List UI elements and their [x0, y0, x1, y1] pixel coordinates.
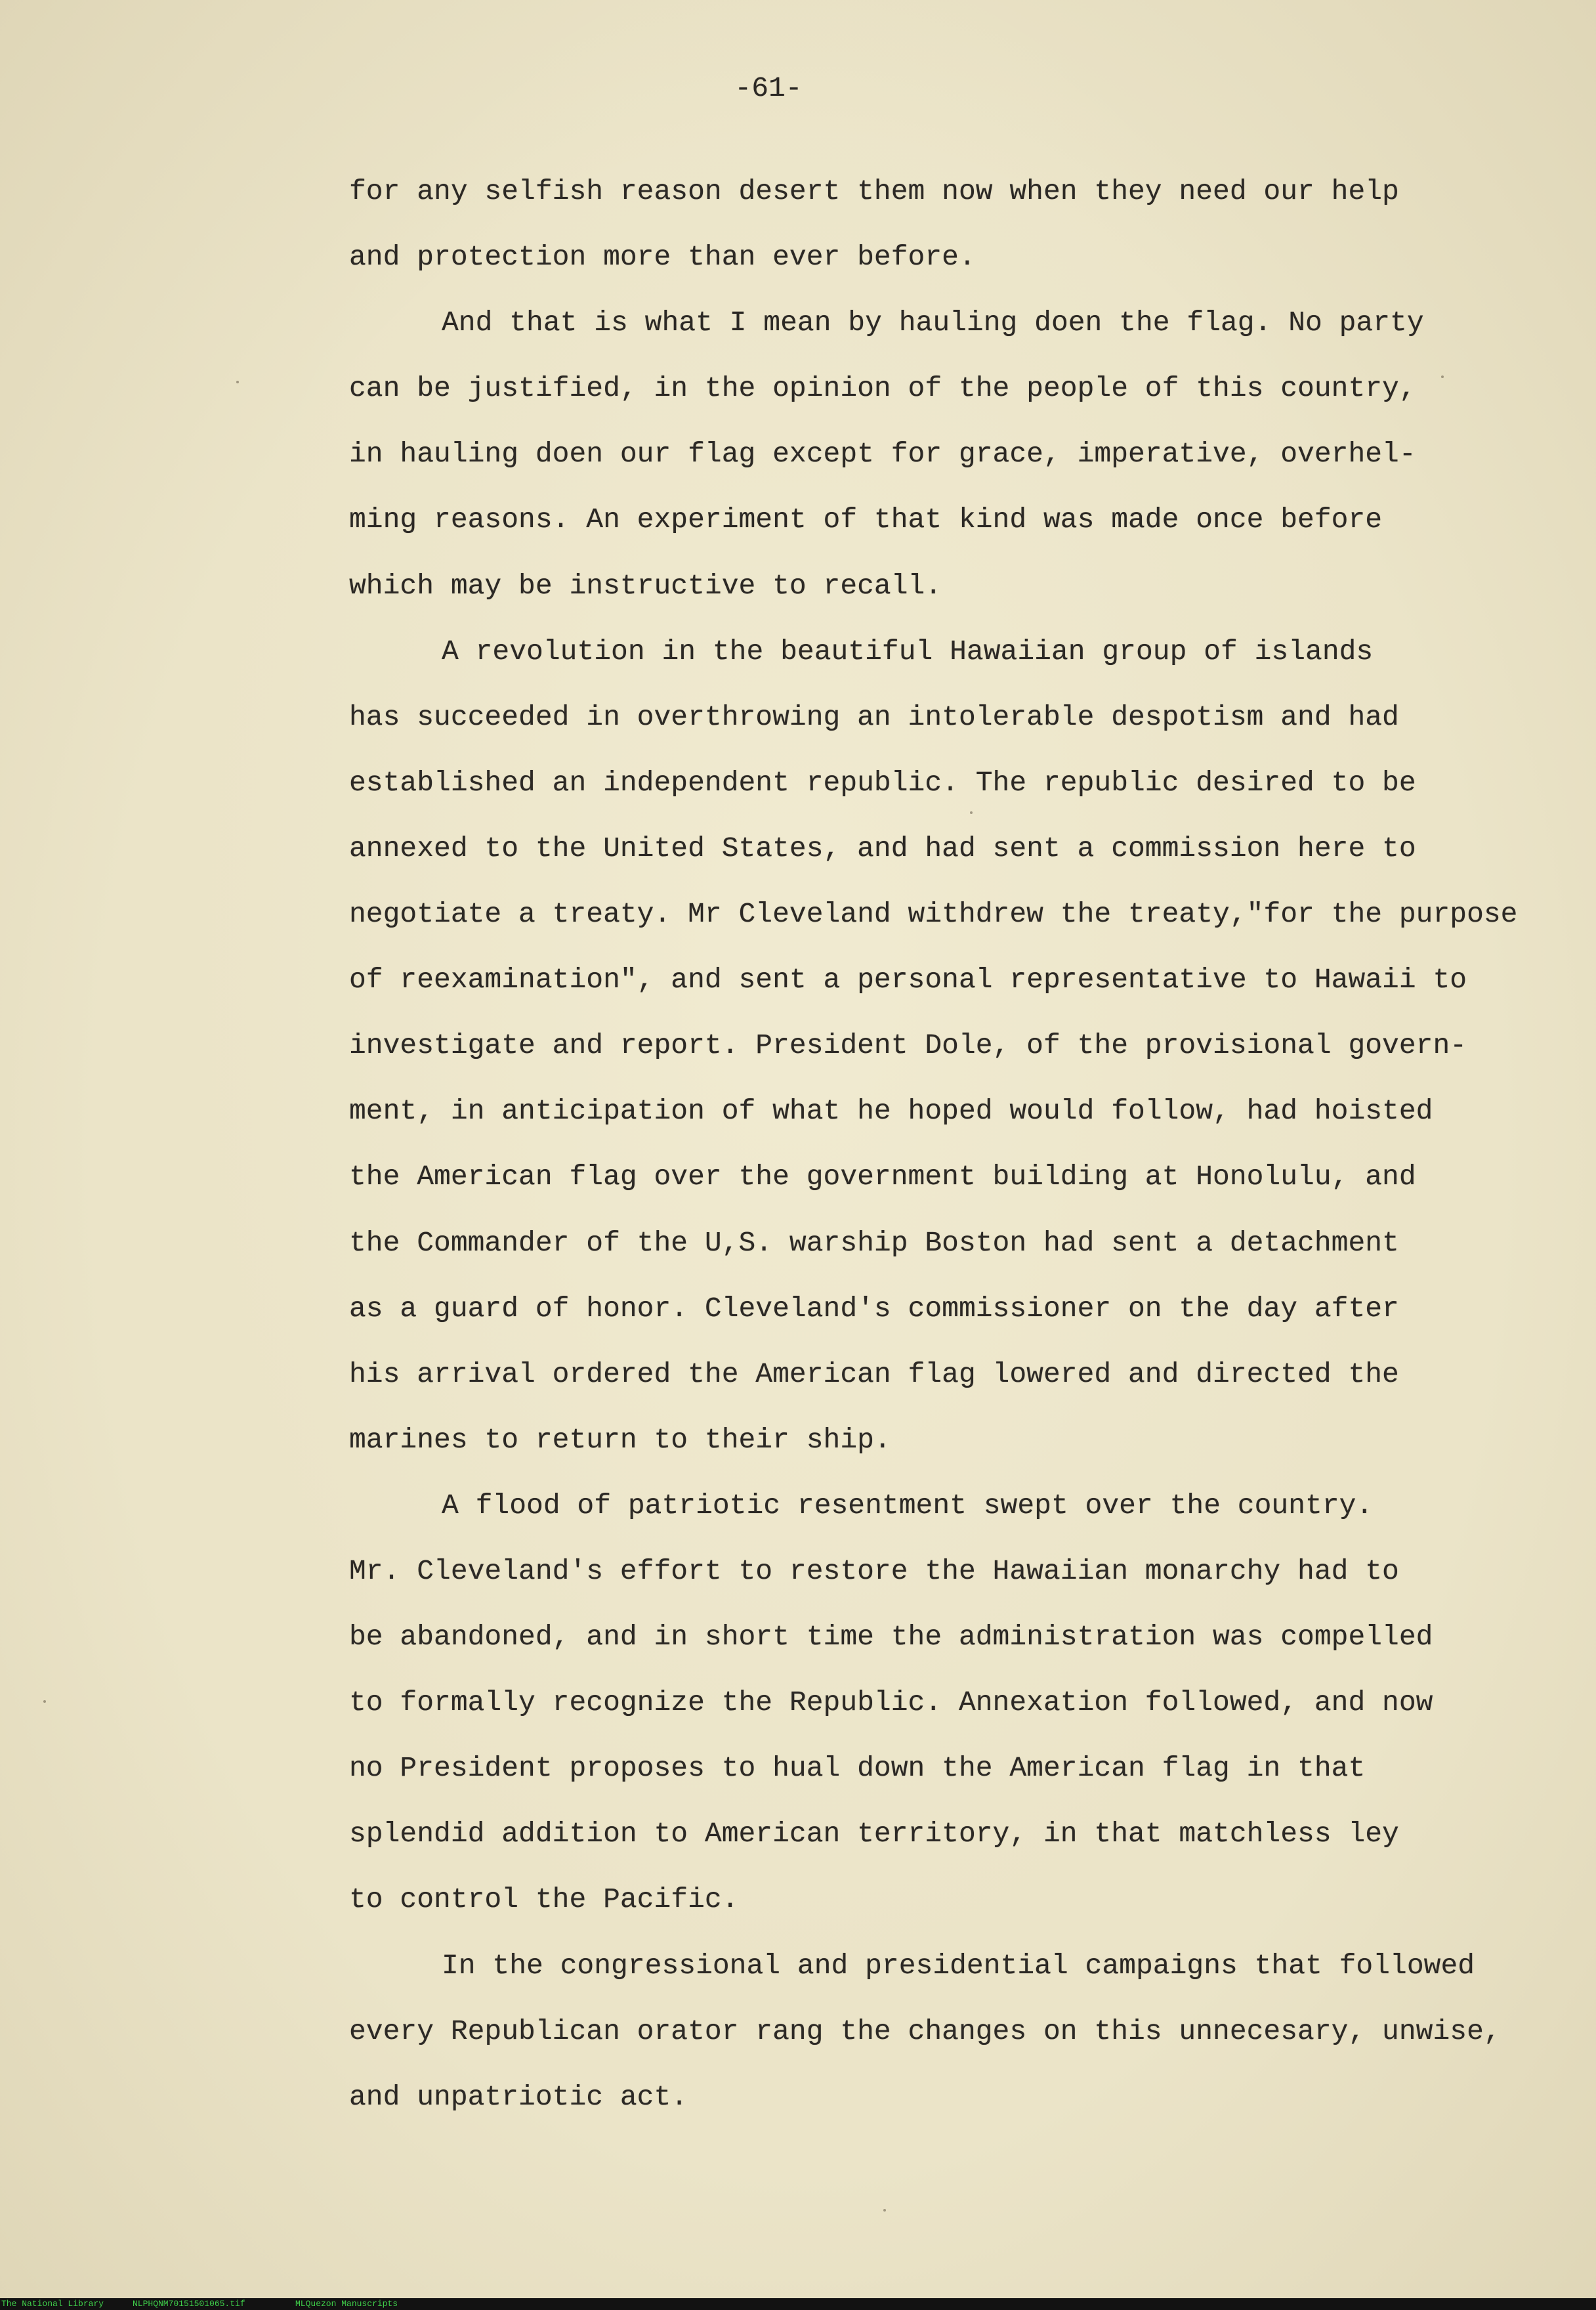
- text-line: his arrival ordered the American flag lowered and directed the: [349, 1358, 1399, 1390]
- text-line: has succeeded in overthrowing an intolerable despotism and had: [349, 700, 1399, 733]
- text-line: no President proposes to hual down the American flag in that: [349, 1752, 1366, 1785]
- scan-file-label: NLPHQNM70151501065.tif: [133, 2299, 245, 2309]
- paper-speck: [883, 2209, 886, 2212]
- paragraph: [349, 1473, 1570, 1933]
- text-line: to control the Pacific.: [349, 1883, 739, 1916]
- text-line: A revolution in the beautiful Hawaiian group of islands: [442, 635, 1374, 668]
- text-line: every Republican orator rang the changes on this unnecesary, unwise,: [349, 2015, 1501, 2047]
- text-line: be abandoned, and in short time the administration was compelled: [349, 1621, 1433, 1654]
- text-line: And that is what I mean by hauling doen the flag. No party: [442, 307, 1424, 339]
- paper-speck: [43, 1700, 46, 1703]
- paper-speck: [1441, 375, 1444, 378]
- scan-info-bar: [0, 2298, 1596, 2310]
- paper-speck: [970, 811, 973, 814]
- text-line: the American flag over the government building at Honolulu, and: [349, 1161, 1416, 1193]
- text-line: of reexamination", and sent a personal representative to Hawaii to: [349, 964, 1467, 996]
- paragraph: [349, 290, 1570, 618]
- paragraph: [349, 159, 1570, 290]
- text-line: In the congressional and presidential campaigns that followed: [442, 1949, 1475, 1982]
- document-body: [349, 159, 1570, 2130]
- text-line: to formally recognize the Republic. Annexation followed, and now: [349, 1686, 1433, 1719]
- text-line: negotiate a treaty. Mr Cleveland withdrew the treaty,"for the purpose: [349, 898, 1518, 931]
- text-line: ment, in anticipation of what he hoped would follow, had hoisted: [349, 1095, 1433, 1128]
- text-line: in hauling doen our flag except for grace, imperative, overhel-: [349, 438, 1416, 471]
- text-line: established an independent republic. The republic desired to be: [349, 766, 1416, 799]
- text-line: investigate and report. President Dole, of the provisional govern-: [349, 1029, 1467, 1062]
- page-number: -61-: [734, 72, 803, 104]
- paragraph: [349, 619, 1570, 1473]
- text-line: as a guard of honor. Cleveland's commissioner on the day after: [349, 1292, 1399, 1325]
- scan-library-label: The National Library: [1, 2299, 104, 2309]
- text-line: which may be instructive to recall.: [349, 569, 942, 602]
- text-line: can be justified, in the opinion of the people of this country,: [349, 372, 1416, 405]
- scan-collection-label: MLQuezon Manuscripts: [295, 2299, 398, 2309]
- paragraph: [349, 1933, 1570, 2130]
- text-line: and unpatriotic act.: [349, 2080, 688, 2113]
- text-line: ming reasons. An experiment of that kind was made once before: [349, 503, 1383, 536]
- text-line: Mr. Cleveland's effort to restore the Hawaiian monarchy had to: [349, 1554, 1399, 1587]
- text-line: for any selfish reason desert them now when they need our help: [349, 175, 1399, 207]
- text-line: annexed to the United States, and had sent a commission here to: [349, 832, 1416, 865]
- text-line: A flood of patriotic resentment swept over the country.: [442, 1489, 1374, 1522]
- text-line: and protection more than ever before.: [349, 241, 976, 274]
- text-line: marines to return to their ship.: [349, 1423, 891, 1456]
- text-line: splendid addition to American territory, in that matchless ley: [349, 1818, 1399, 1850]
- paper-speck: [236, 381, 239, 383]
- text-line: the Commander of the U,S. warship Boston had sent a detachment: [349, 1226, 1399, 1259]
